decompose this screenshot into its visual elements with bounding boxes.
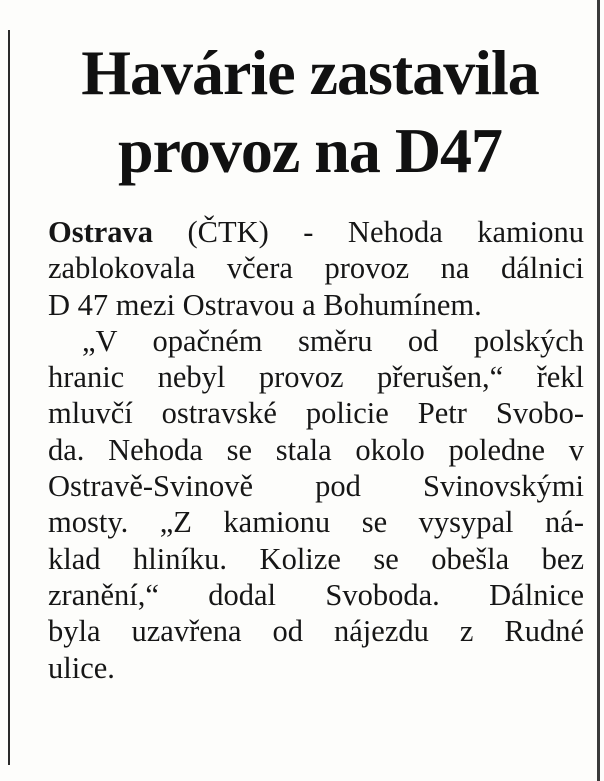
- body-line: klad hliníku. Kolize se obešla bez: [48, 541, 584, 576]
- headline-line-1: Havárie zastavila: [81, 37, 539, 108]
- article-body: [48, 214, 584, 686]
- body-line: Ostravě-Svinově pod Svinovskými: [48, 469, 584, 504]
- headline-line-2: provoz na D47: [117, 115, 503, 186]
- body-line: zranění,“ dodal Svoboda. Dálnice: [48, 577, 584, 612]
- body-line: hranic nebyl provoz přerušen,“ řekl: [48, 360, 584, 395]
- body-line: da. Nehoda se stala okolo poledne v: [48, 432, 584, 467]
- body-line: D 47 mezi Ostravou a Bohumínem.: [48, 287, 482, 322]
- body-line: ulice.: [48, 650, 115, 685]
- right-column-rule: [597, 0, 600, 781]
- body-line: mluvčí ostravské policie Petr Svobo-: [48, 396, 584, 431]
- article-dateline: Ostrava: [48, 215, 154, 249]
- body-line: mosty. „Z kamionu se vysypal ná-: [48, 505, 584, 540]
- body-line: „V opačném směru od polských: [82, 323, 584, 358]
- article-headline: [40, 34, 580, 190]
- body-line-text: (ČTK) - Nehoda kamionu: [153, 215, 584, 249]
- body-line: byla uzavřena od nájezdu z Rudné: [48, 614, 584, 649]
- body-line: zablokovala včera provoz na dálnici: [48, 251, 584, 286]
- body-line: [48, 214, 584, 250]
- left-column-rule: [8, 30, 10, 765]
